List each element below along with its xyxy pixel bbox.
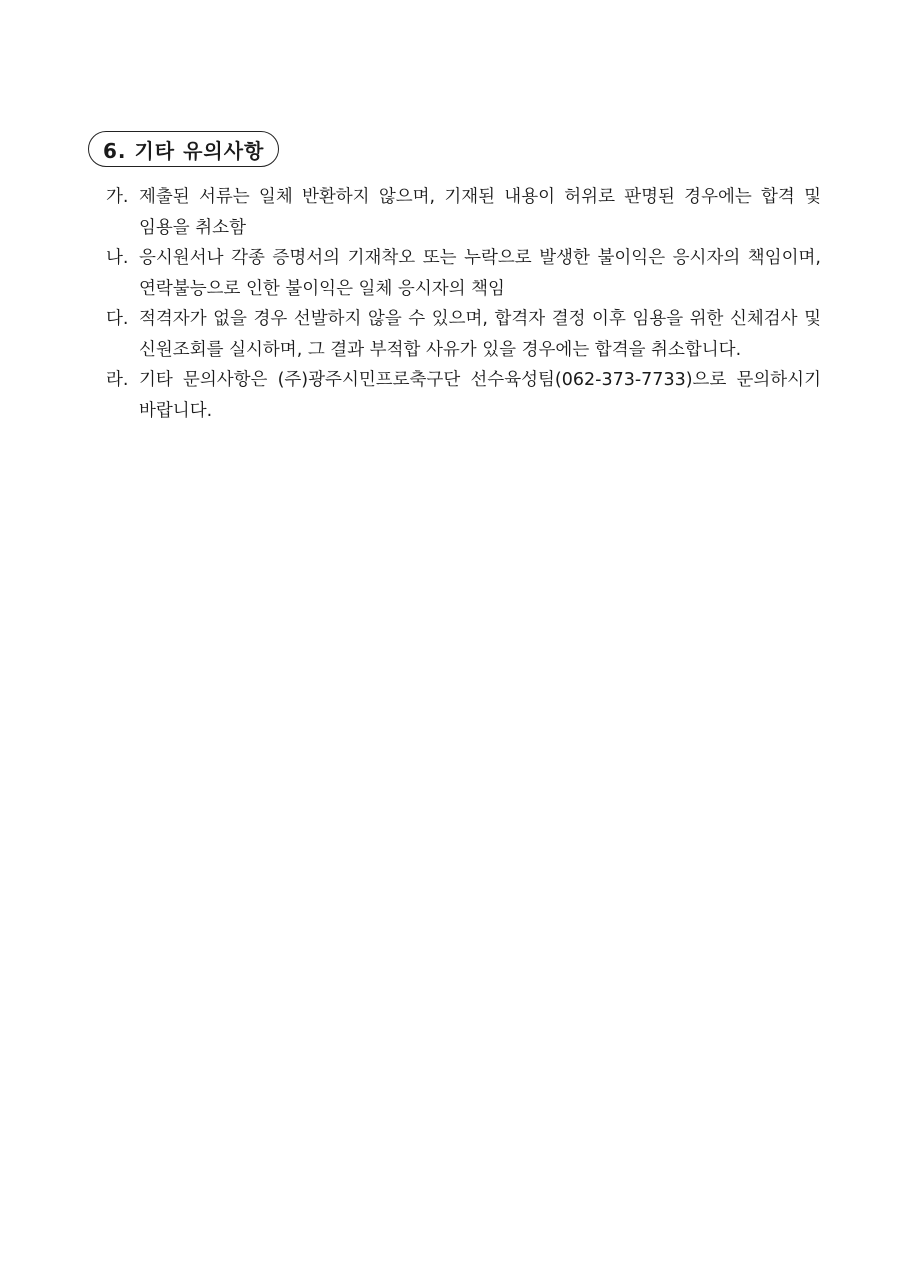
list-item-marker: 가. xyxy=(106,187,129,207)
list-item xyxy=(106,365,821,426)
list-item-text: 적격자가 없을 경우 선발하지 않을 수 있으며, 합격자 결정 이후 임용을 위한 신체검사 및 신원조회를 실시하며, 그 결과 부적합 사유가 있을 경우에는 합격을 취소합니다. xyxy=(139,309,821,360)
list-item xyxy=(106,304,821,365)
list-item xyxy=(106,182,821,243)
list-item-text: 제출된 서류는 일체 반환하지 않으며, 기재된 내용이 허위로 판명된 경우에는 합격 및 임용을 취소함 xyxy=(139,187,821,238)
notes-list xyxy=(106,182,821,426)
list-item-marker: 나. xyxy=(106,248,129,268)
section-title: 6. 기타 유의사항 xyxy=(88,131,279,167)
list-item-marker: 다. xyxy=(106,309,129,329)
list-item-text: 기타 문의사항은 (주)광주시민프로축구단 선수육성팀(062-373-7733)으로 문의하시기 바랍니다. xyxy=(139,370,821,421)
list-item xyxy=(106,243,821,304)
list-item-text: 응시원서나 각종 증명서의 기재착오 또는 누락으로 발생한 불이익은 응시자의 책임이며, 연락불능으로 인한 불이익은 일체 응시자의 책임 xyxy=(139,248,821,299)
list-item-marker: 라. xyxy=(106,370,129,390)
